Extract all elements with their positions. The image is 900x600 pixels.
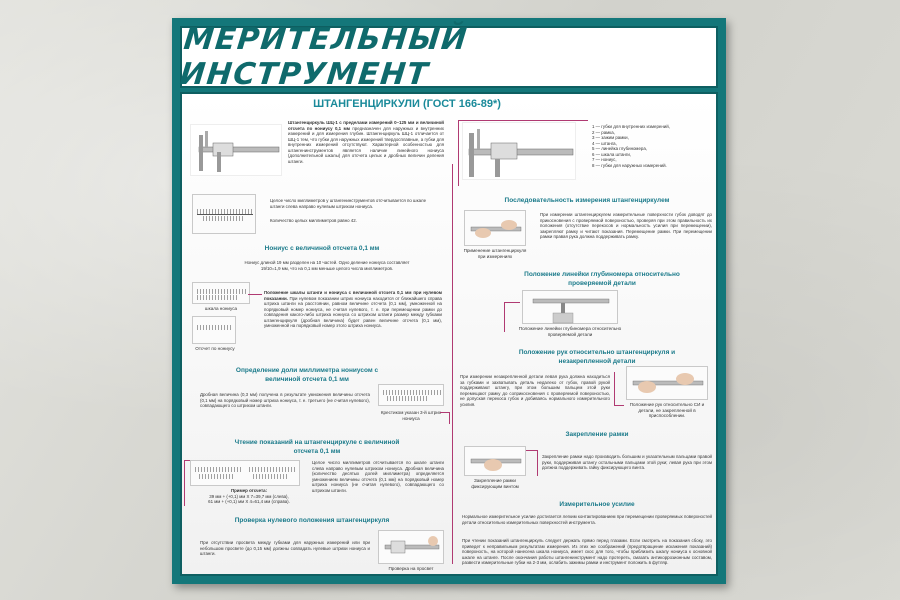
force-heading: Измерительное усилие [559, 501, 635, 508]
caliper-drawing [190, 124, 282, 176]
measuring-hands-icon [465, 211, 527, 247]
legend-item-6: 6 — шкала штанги, [592, 151, 632, 157]
caliper-icon [191, 125, 283, 177]
reading-left-ticks [195, 467, 243, 472]
intro-lead: Штангенциркуль ШЦ-1 с пределами измерений 0–125 мм и величиной отсчета по нониусу 0,1 мм [288, 120, 444, 131]
vernier-scale-ticks [203, 216, 243, 221]
frame-lock-heading: Закрепление рамки [565, 431, 629, 438]
parts-frame [458, 120, 588, 186]
vernier-ticks-bottom [197, 295, 237, 300]
sequence-figure [464, 210, 526, 246]
reading-connector [184, 460, 190, 506]
depth-gauge-icon [523, 291, 619, 325]
hands-figure [626, 366, 708, 400]
whole-mm-text: Целое число миллиметров у штангенинструментов отсчитывается по шкале штанги слева направо нулевым штрихом нониуса. [270, 198, 427, 209]
vernier-position-lead: Положение шкалы штанги и нониуса с величиной отсчета 0,1 мм при нулевом показании. [264, 290, 442, 301]
frame-lock-text: Закрепление рамки надо производить большим и указательным пальцами правой руки, поддерживая штангу остальными пальцами этой руки; левая рука при этом должна поддерживать гайку фиксирующего винта. [542, 454, 712, 470]
reading-example-figure [190, 460, 300, 486]
reading-example-1: 39 мм + (+0,1) мм Х 7=39,7 мм (слева), [209, 493, 289, 499]
content-panel [180, 92, 718, 576]
reading-example-2: 61 мм + (+0,1) мм Х 4=61,4 мм (справа). [208, 499, 290, 504]
poster-board [172, 18, 726, 584]
zero-check-heading: Проверка нулевого положения штангенциркуля [234, 517, 390, 524]
vernier-position-body: При нулевом показании штрих нониуса находится от ближайшего справа штриха штанги на расстоянии, равном величине отсчета (0,1 мм), умноженной на порядковый номер нониуса, не считая нулевого, т. е. при перемещении рамки до совпадения какого-либо штриха нониуса со штрихом штанги размер между губками штангенциркуля (дробная величина) будет равен величине отсчета (0,1 мм), умноженной на порядковый номер этого штриха нониуса. [264, 295, 442, 328]
vernier-position [264, 290, 442, 329]
legend-item-7: 7 — нониус, [592, 157, 617, 162]
depth-caption: Положение линейки глубиномера относительно проверяемой детали [518, 326, 622, 337]
sequence-heading: Последовательность измерения штангенциркулем [504, 197, 670, 204]
sequence-caption: Применение штангенциркуля при измерениях [463, 248, 527, 259]
frame-lock-figure [464, 446, 526, 476]
fraction-caption: Крестиком указан 3-й штрих нониуса [380, 410, 442, 421]
reading-ticks [197, 325, 233, 330]
main-heading: ШТАНГЕНЦИРКУЛИ (ГОСТ 166-89*) [313, 98, 501, 110]
force-text-2: При чтении показаний штангенциркуль следует держать прямо перед глазами. Если смотреть на показания сбоку, это приведет к неправильным результатам измерения. Из этих же соображений (предотвращение искажения показаний) поверхность, на которой нанесена шкала нониуса, имеет скос для того, чтобы приблизить шкалу нониуса к основной шкале на штанге. После окончания работы штангенинструмент надо протереть, смазать антикоррозионным составом, развести измерительные губки на 2-3 мм, ослабить зажимы рамки и инструмент положить в футляр. [462, 538, 712, 565]
hands-heading: Положение рук относительно штангенциркуля и незакрепленной детали [518, 349, 676, 365]
vernier-reading-caption: Отсчет по нониусу [195, 346, 235, 351]
zero-check-caption: Проверка на просвет [388, 566, 434, 571]
whole-mm-scale-figure [192, 194, 256, 234]
reading-left-vernier [199, 474, 235, 479]
zero-check-text: При отсутствии просвета между губками для наружных измерений или при небольшом просвете (до 0,15 мм) должны совпадать нулевые штрихи нониуса и штанги. [200, 540, 370, 556]
center-divider-line [452, 164, 453, 564]
depth-heading: Положение линейки глубиномера относительно проверяемой детали [524, 271, 680, 287]
hands-caliper-icon [627, 367, 709, 401]
caliper-check-icon [379, 531, 445, 565]
vernier-heading: Нониус с величиной отсчета 0,1 мм [264, 245, 380, 252]
frame-lock-connector [526, 450, 538, 476]
reading-text: Целое число миллиметров отсчитывается по шкале штанги слева направо нулевым штрихом нониуса. Дробная величина (количество десятых долей миллиметра) определяется умножением величины отсчета (0,1 мм) на порядковый номер штриха нониуса (не считая нулевого), совпадающего со штрихом штанги. [312, 460, 444, 493]
vernier-scale-caption: шкала нониуса [204, 306, 238, 311]
fraction-ticks-top [383, 390, 441, 395]
main-scale-line [197, 214, 253, 215]
legend-item-5: 5 — линейка глубиномера, [592, 146, 647, 151]
reading-example-text [194, 488, 304, 505]
frame-lock-caption: Закрепление рамки фиксирующим винтом [471, 478, 519, 489]
reading-example-label: Пример отсчета: [230, 488, 268, 493]
poster-title: МЕРИТЕЛЬНЫЙ ИНСТРУМЕНТ [178, 22, 470, 92]
legend-item-3: 3 — зажим рамки, [592, 135, 629, 140]
fraction-ticks-bottom [387, 396, 427, 401]
force-text: Нормальное измерительное усилие достигается легким контактированием при перемещении проверяемых поверхностей детали относительно измерительных поверхностей инструмента. [462, 514, 712, 525]
legend-item-1: 1 — губки для внутренних измерений, [592, 124, 670, 129]
parts-legend [592, 124, 716, 168]
vernier-connector [248, 294, 262, 295]
vernier-reading-figure [192, 316, 236, 344]
fraction-scale-figure [378, 384, 444, 406]
vernier-ticks-top [197, 289, 247, 294]
whole-mm-example: Количество целых миллиметров равно 42. [270, 218, 357, 223]
legend-item-2: 2 — рамка, [592, 129, 615, 135]
frame-lock-icon [465, 447, 527, 477]
fraction-text: Дробная величина (0,3 мм) получена в результате умножения величины отсчета (0,1 мм) на порядковый номер штриха нониуса, т. е. третьего (не считая нулевого), совпадающего со штрихом штанги. [200, 392, 370, 408]
reading-right-vernier [253, 474, 289, 479]
sequence-text: При измерении штангенциркулем измерительные поверхности губок доводят до прикосновения с проверяемой поверхностью, проверяя при этом правильность их положения (отсутствие перекосов и нормальность усилия при перемещении), закрепляют рамку и читают показания. Перемещение рамки. При перемещении рамки правая рука должна поддерживать рамку. [540, 212, 712, 239]
hands-caption: Положение рук относительно СИ и детали, не закрепленной в приспособлении. [629, 402, 705, 418]
depth-connector [504, 302, 520, 332]
vernier-text: Нониус длиной 19 мм разделен на 10 частей. Одно деление нониуса составляет 19/10=1,9 мм, что на 0,1 мм меньше целого числа миллиметров. [244, 260, 410, 271]
hands-text: При измерении незакрепленной детали левая рука должна находиться за губками и захватывать деталь недалеко от губок, правой рукой поддерживают штангу, при этом большим пальцем этой руки перемещают рамку до соприкосновения с проверяемой поверхностью, не допуская перекоса губок и добиваясь нормального измерительного усилия. [460, 374, 610, 407]
fraction-connector [440, 412, 450, 424]
legend-item-4: 4 — штанга, [592, 140, 617, 146]
legend-item-8: 8 — губки для наружных измерений. [592, 162, 667, 168]
intro-text [288, 120, 444, 164]
depth-figure [522, 290, 618, 324]
reading-heading: Чтение показаний на штангенциркуле с величиной отсчета 0,1 мм [234, 439, 400, 455]
fraction-heading: Определение доли миллиметра нониусом с величиной отсчета 0,1 мм [235, 367, 379, 383]
vernier-scale-figure [192, 282, 250, 304]
intro-body: предназначен для наружных и внутренних измерений и для измерения глубин. Штангенциркуль ШЦ-1 отличается от ШЦ-1 тем, что губки для наружных измерений твердосплавные, а губки для внутренних измерений отсутствуют. Характерной особенностью для штангенинструментов является наличие линейного нониуса (дополнительной шкалы) для отсчета целых и дробных величин деления штанги. [288, 125, 444, 164]
hands-connector [614, 372, 624, 406]
poster-title-bar [178, 22, 718, 92]
zero-check-figure [378, 530, 444, 564]
reading-right-ticks [249, 467, 297, 472]
